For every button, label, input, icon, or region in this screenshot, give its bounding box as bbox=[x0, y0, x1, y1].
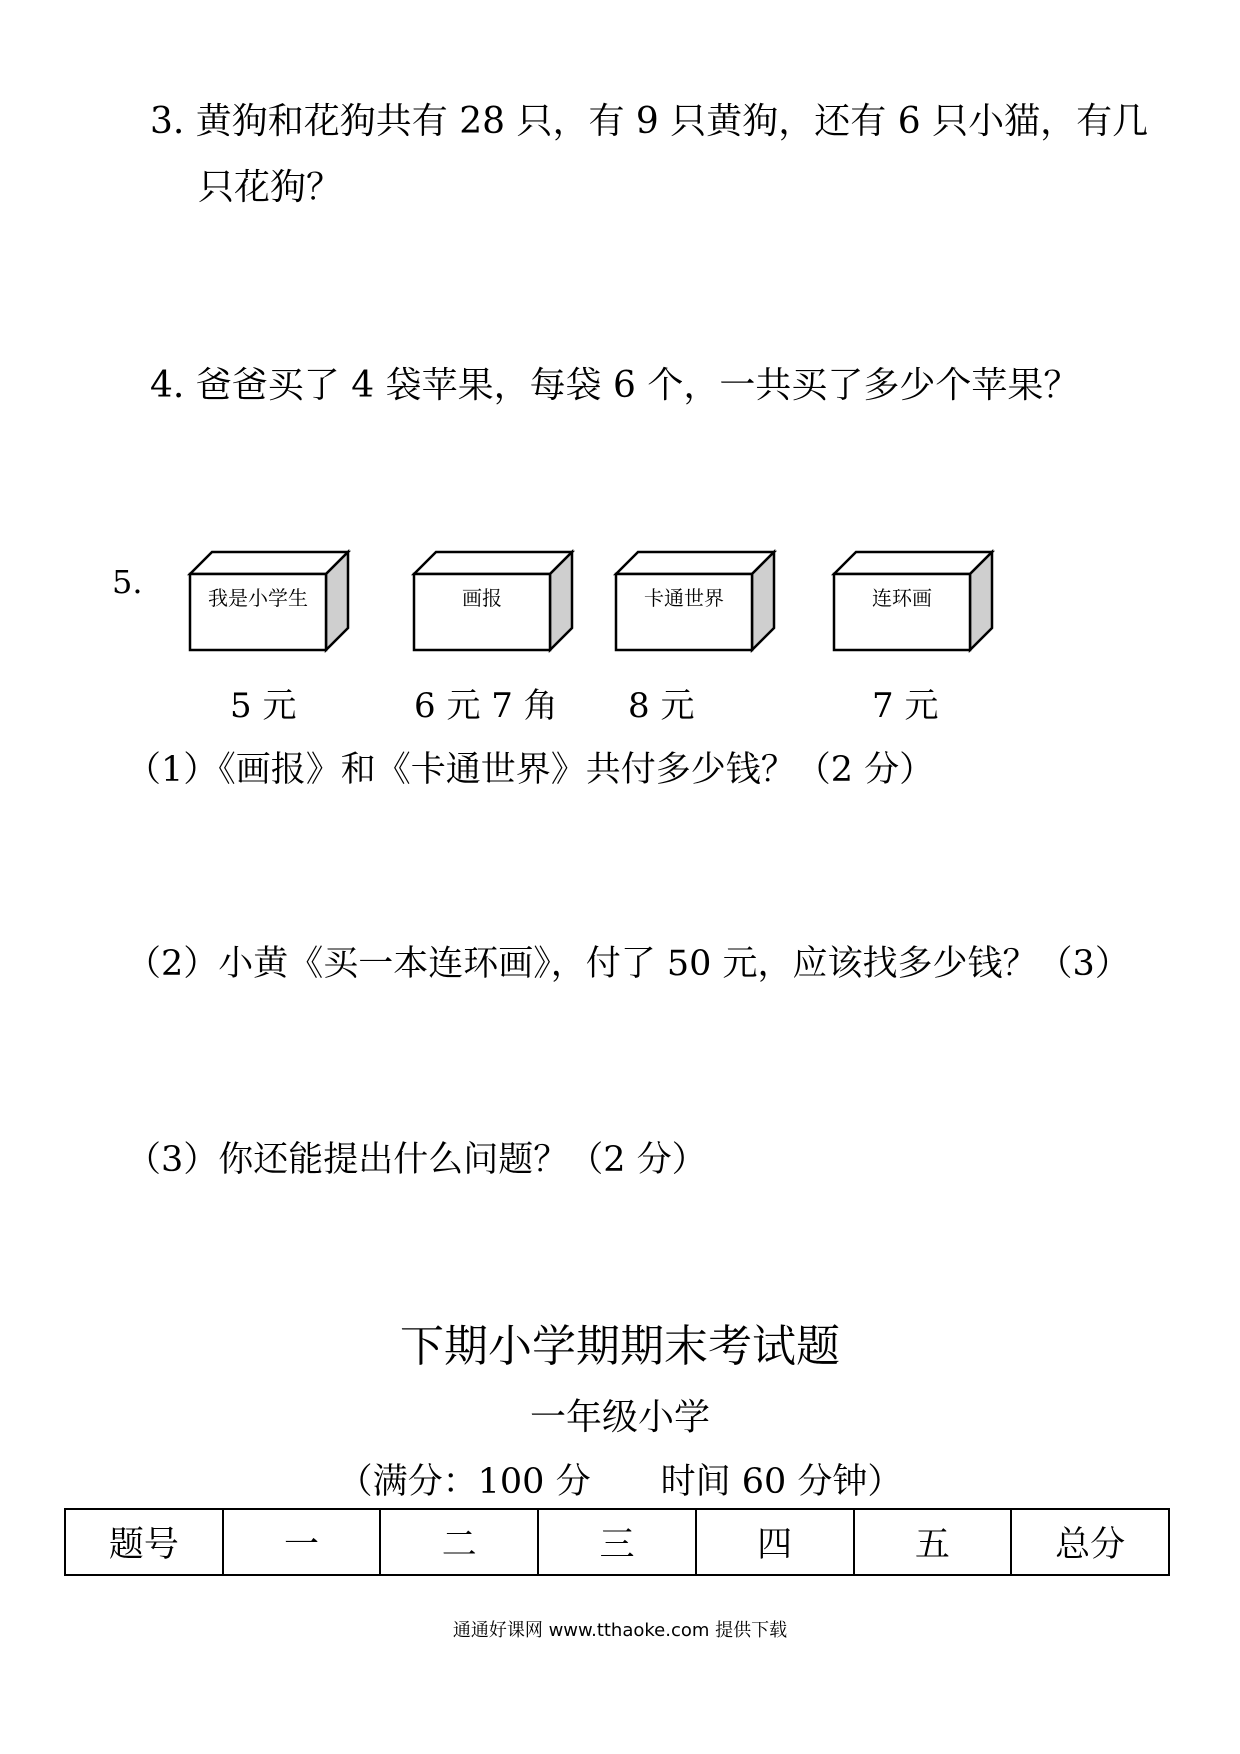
score-header-cell: 题号 bbox=[65, 1509, 223, 1575]
book-price-1: 5 元 bbox=[230, 686, 297, 726]
question-5-sub-3: （3）你还能提出什么问题？（2 分） bbox=[126, 1140, 707, 1180]
exam-info: （满分：100 分 时间 60 分钟） bbox=[337, 1462, 903, 1502]
question-5-sub-2: （2）小黄《买一本连环画》，付了 50 元，应该找多少钱？（3） bbox=[126, 944, 1130, 984]
question-5-sub-1: （1）《画报》和《卡通世界》共付多少钱？（2 分） bbox=[126, 750, 935, 790]
question-5-number: 5. bbox=[112, 563, 143, 601]
book-label-2: 画报 bbox=[462, 586, 502, 610]
score-table-row bbox=[65, 1509, 1169, 1575]
book-price-3: 8 元 bbox=[628, 686, 695, 726]
question-4: 4. 爸爸买了 4 袋苹果，每袋 6 个，一共买了多少个苹果？ bbox=[150, 365, 1080, 406]
exam-grade: 一年级小学 bbox=[529, 1397, 710, 1438]
book-label-4: 连环画 bbox=[872, 586, 932, 610]
footer-source: 通通好课网 www.tthaoke.com 提供下载 bbox=[452, 1620, 788, 1641]
book-price-2: 6 元 7 角 bbox=[414, 686, 558, 726]
score-header-cell: 总分 bbox=[1011, 1509, 1169, 1575]
question-3-line-1: 3. 黄狗和花狗共有 28 只，有 9 只黄狗，还有 6 只小猫，有几 bbox=[150, 101, 1149, 142]
question-3-line-2: 只花狗？ bbox=[198, 167, 343, 208]
book-label-3: 卡通世界 bbox=[644, 586, 724, 610]
book-label-1: 我是小学生 bbox=[208, 586, 308, 610]
score-table bbox=[64, 1508, 1170, 1576]
score-header-cell: 二 bbox=[380, 1509, 538, 1575]
score-header-cell: 一 bbox=[223, 1509, 381, 1575]
score-header-cell: 三 bbox=[538, 1509, 696, 1575]
exam-title: 下期小学期期末考试题 bbox=[400, 1321, 840, 1372]
score-header-cell: 五 bbox=[854, 1509, 1012, 1575]
book-price-4: 7 元 bbox=[872, 686, 939, 726]
score-header-cell: 四 bbox=[696, 1509, 854, 1575]
